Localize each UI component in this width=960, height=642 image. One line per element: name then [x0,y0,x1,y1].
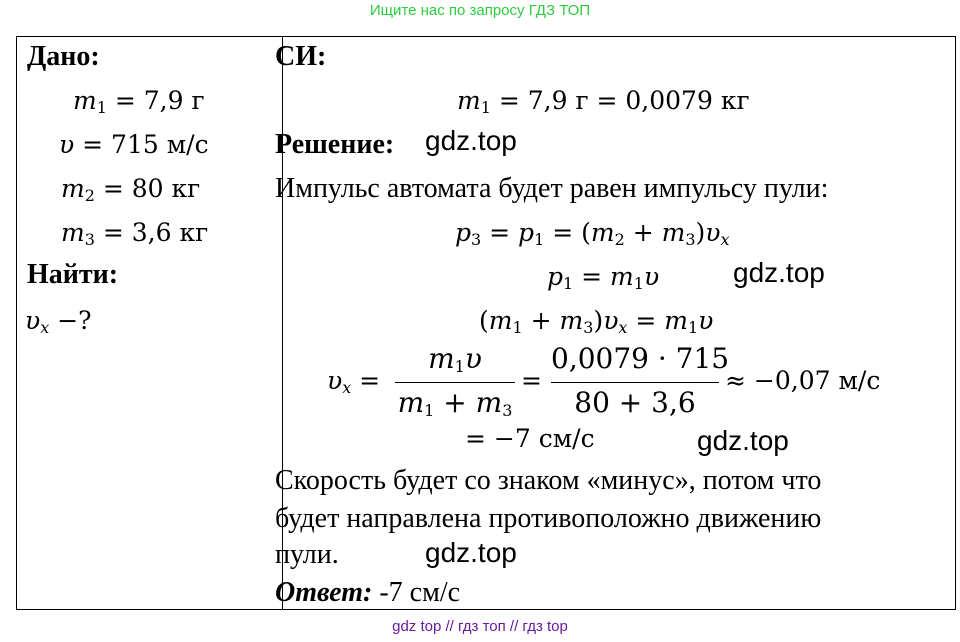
given-m3-value: 3,6 кг [131,218,209,247]
explanation-line-2: будет направлена противоположно движению [275,503,822,534]
given-heading: Дано: [27,41,100,72]
formula-bullet-momentum: $p_1 = m_1\upsilon$ [547,262,660,293]
explanation-line-3: пули. [275,539,339,570]
answer-line [275,577,460,609]
formula-combined: $(m_1 + m_3)\upsilon_x = m_1\upsilon$ [479,306,714,337]
fraction-numeric-numerator: 0,0079 · 715 [551,342,730,375]
find-unknown: $\upsilon_x$ −? [25,306,92,337]
fraction-symbolic [395,343,515,423]
solution-intro: Импульс автомата будет равен импульсу пули: [275,173,829,204]
watermark-4: gdz.top [425,537,517,568]
fraction-symbolic-bar [395,382,515,383]
si-heading: СИ: [275,41,327,72]
find-heading: Найти: [27,259,119,290]
si-m1-conversion: $m_1 = 7,9$ г = 0,0079 кг [457,86,750,117]
given-m2-value: 80 кг [131,174,201,203]
watermark-1: gdz.top [425,125,517,156]
result-line: = −7 см/с [465,424,595,453]
equals-sign: = [521,366,542,395]
given-m2: $m_2 = 80$ кг [61,174,201,205]
explanation-line-1: Скорость будет со знаком «минус», потом что [275,465,822,496]
fraction-numeric-bar [551,382,719,383]
bottom-banner: gdz top // гдз топ // гдз top [392,618,568,635]
given-m1-value: 7,9 г [143,86,205,115]
solution-heading: Решение: [275,129,395,160]
given-v-value: 715 м/с [111,130,209,159]
fraction-symbolic-denominator: $m_1 + m_3$ [397,386,513,420]
find-unknown-value: −? [57,306,92,335]
fraction-numeric-denominator: 80 + 3,6 [574,386,696,419]
fraction-numeric [551,342,730,423]
watermark-2: gdz.top [733,257,825,288]
solution-table [16,36,956,610]
given-v: υ = 715 м/с [59,130,209,159]
answer-value: -7 см/с [372,577,461,608]
formula-momentum-equality: $p_3 = p_1 = (m_2 + m_3)\upsilon_x$ [455,218,730,249]
given-m3: $m_3 = 3,6$ кг [61,218,209,249]
top-banner: Ищите нас по запросу ГДЗ ТОП [369,2,591,19]
watermark-3: gdz.top [697,425,789,456]
approx-result: ≈ −0,07 м/с [725,366,881,395]
given-m1: $m_1 = 7,9$ г [73,86,205,117]
fraction-symbolic-numerator: $m_1\upsilon$ [428,342,482,376]
si-m1-conversion-value: 7,9 г = 0,0079 кг [527,86,750,115]
answer-label: Ответ: [275,577,373,608]
formula-vx-label: $\upsilon_x$ = [327,366,381,397]
